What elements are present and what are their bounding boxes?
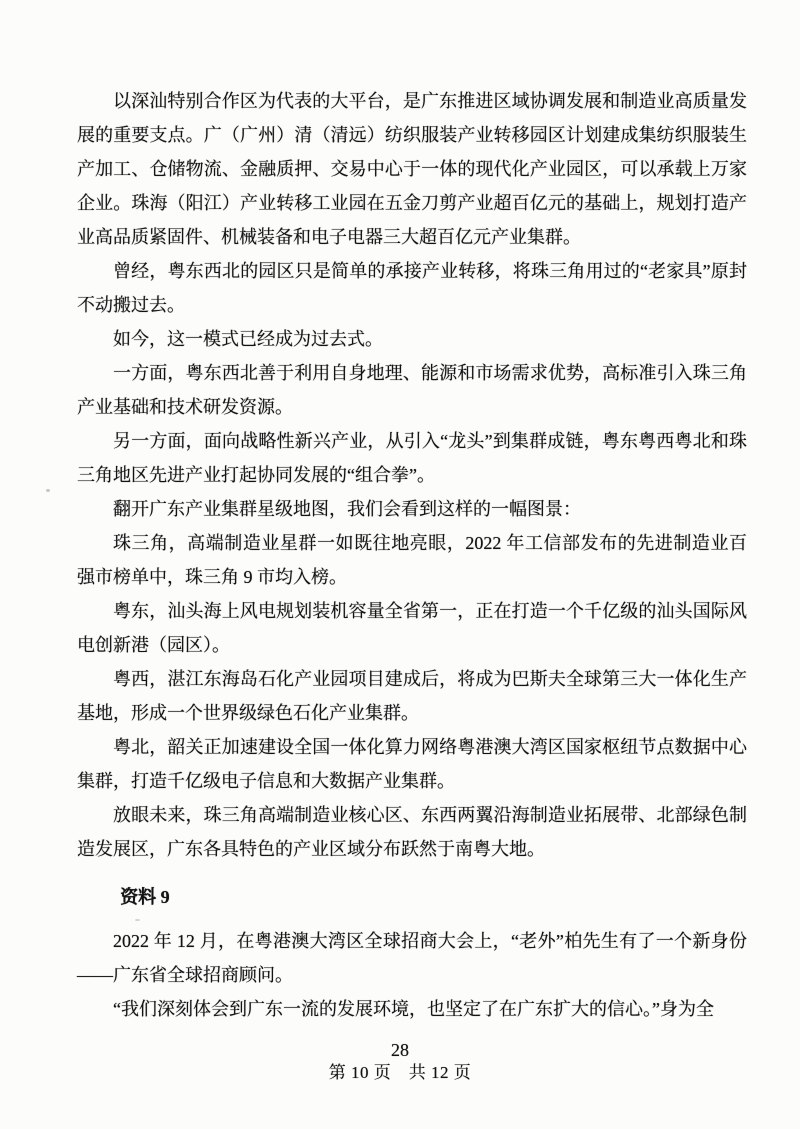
paragraph: 以深汕特别合作区为代表的大平台，是广东推进区域协调发展和制造业高质量发展的重要支点。广（广州）清（清远）纺织服装产业转移园区计划建成集纺织服装生产加工、仓储物流、金融质押、交易中心于一体的现代化产业园区，可以承载上万家企业。珠海（阳江）产业转移工业园在五金刀剪产业超百亿元的基础上，规划打造产业高品质紧固件、机械装备和电子电器三大超百亿元产业集群。 xyxy=(77,91,747,247)
sheet-number: 28 xyxy=(391,1040,409,1060)
document-body xyxy=(77,84,747,1026)
paragraph: “我们深刻体会到广东一流的发展环境，也坚定了在广东扩大的信心。”身为全 xyxy=(113,999,714,1019)
paragraph: 另一方面，面向战略性新兴产业，从引入“龙头”到集群成链，粤东粤西粤北和珠三角地区先进产业打起协同发展的“组合拳”。 xyxy=(77,431,747,485)
scan-speckle xyxy=(135,919,140,921)
paragraph: 粤西，湛江东海岛石化产业园项目建成后，将成为巴斯夫全球第三大一体化生产基地，形成一个世界级绿色石化产业集群。 xyxy=(77,669,747,723)
page-number-footer: 第 10 页 共 12 页 xyxy=(328,1063,472,1082)
paragraph: 如今，这一模式已经成为过去式。 xyxy=(113,329,383,349)
paragraph: 翻开广东产业集群星级地图，我们会看到这样的一幅图景： xyxy=(113,499,581,519)
section-heading: 资料 9 xyxy=(120,887,170,907)
paragraph: 珠三角，高端制造业星群一如既往地亮眼，2022 年工信部发布的先进制造业百强市榜单中，珠三角 9 市均入榜。 xyxy=(77,533,747,587)
paragraph: 一方面，粤东西北善于利用自身地理、能源和市场需求优势，高标准引入珠三角产业基础和技术研发资源。 xyxy=(77,363,747,417)
scan-speckle xyxy=(46,489,50,492)
paragraph: 曾经，粤东西北的园区只是简单的承接产业转移，将珠三角用过的“老家具”原封不动搬过去。 xyxy=(77,261,747,315)
paragraph: 2022 年 12 月，在粤港澳大湾区全球招商大会上，“老外”柏先生有了一个新身份——广东省全球招商顾问。 xyxy=(77,931,747,985)
paragraph: 粤北，韶关正加速建设全国一体化算力网络粤港澳大湾区国家枢纽节点数据中心集群，打造千亿级电子信息和大数据产业集群。 xyxy=(77,737,747,791)
paragraph: 粤东，汕头海上风电规划装机容量全省第一，正在打造一个千亿级的汕头国际风电创新港（园区）。 xyxy=(77,601,747,655)
paragraph: 放眼未来，珠三角高端制造业核心区、东西两翼沿海制造业拓展带、北部绿色制造发展区，广东各具特色的产业区域分布跃然于南粤大地。 xyxy=(77,805,747,859)
